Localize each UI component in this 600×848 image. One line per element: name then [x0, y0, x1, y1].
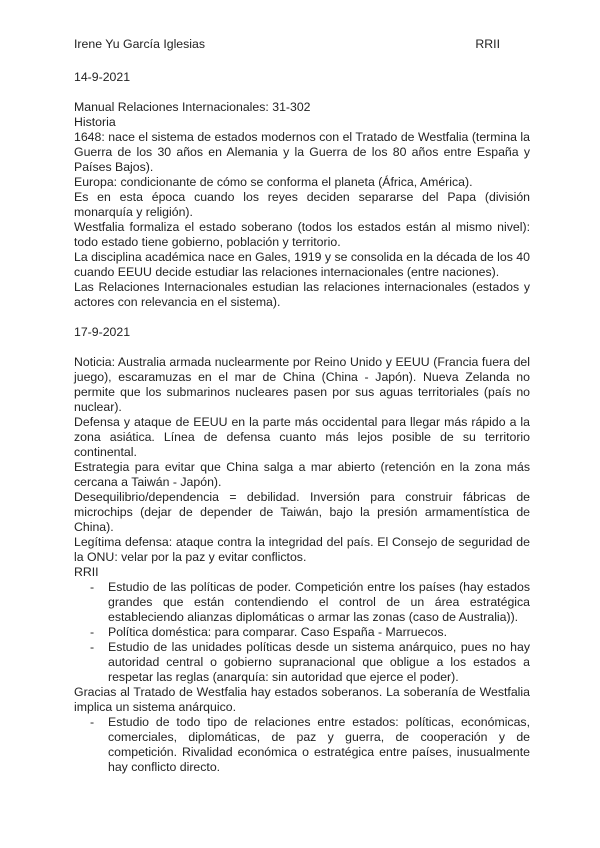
author-name: Irene Yu García Iglesias [74, 37, 206, 51]
list-item [74, 715, 530, 775]
paragraph: Europa: condicionante de cómo se conforma el planeta (África, América). [74, 175, 473, 189]
paragraph: Las Relaciones Internacionales estudian las relaciones internacionales (estados y actores con relevancia en el sistema). [74, 280, 530, 309]
list-item-text: Estudio de las unidades políticas desde un sistema anárquico, pues no hay autoridad central o gobierno supranacional que obligue a los estados a respetar las reglas (anarquía: sin autoridad que ejerce el poder). [108, 640, 530, 684]
bullet-list [74, 715, 530, 775]
paragraph: Historia [74, 115, 116, 129]
paragraph: La disciplina académica nace en Gales, 1919 y se consolida en la década de los 40 cuando EEUU decide estudiar las relaciones internacionales (entre naciones). [74, 250, 530, 279]
paragraph: Legítima defensa: ataque contra la integridad del país. El Consejo de seguridad de la ONU: velar por la paz y evitar conflictos. [74, 535, 530, 564]
bullet-list [74, 580, 530, 685]
page-header [74, 37, 500, 52]
subject-label: RRII [475, 37, 500, 51]
list-item-text: Estudio de las políticas de poder. Competición entre los países (hay estados grandes que están contendiendo el control de un área estratégica estableciendo alianzas diplomáticas o armar las zonas (caso de Australia)). [108, 580, 530, 624]
list-item [74, 625, 530, 640]
dash-bullet: - [90, 715, 95, 729]
paragraph: Gracias al Tratado de Westfalia hay estados soberanos. La soberanía de Westfalia implica un sistema anárquico. [74, 685, 530, 714]
date-heading: 17-9-2021 [74, 325, 131, 339]
date-heading: 14-9-2021 [74, 70, 131, 84]
document-body [74, 70, 530, 775]
list-item [74, 580, 530, 625]
paragraph: 1648: nace el sistema de estados modernos con el Tratado de Westfalia (termina la Guerra de los 30 años en Alemania y la Guerra de los 80 años entre España y Países Bajos). [74, 130, 530, 174]
paragraph: Desequilibrio/dependencia = debilidad. Inversión para construir fábricas de microchips (dejar de depender de Taiwán, bajo la presión armamentística de China). [74, 490, 530, 534]
spacer [74, 310, 530, 325]
paragraph: Es en esta época cuando los reyes deciden separarse del Papa (división monarquía y religión). [74, 190, 530, 219]
dash-bullet: - [90, 625, 95, 639]
paragraph: Noticia: Australia armada nuclearmente por Reino Unido y EEUU (Francia fuera del juego), escaramuzas en el mar de China (China - Japón). Nueva Zelanda no permite que los submarinos nucleares pasen por sus aguas territoriales (país no nuclear). [74, 355, 530, 414]
list-item-text: Política doméstica: para comparar. Caso España - Marruecos. [108, 625, 447, 639]
paragraph: Manual Relaciones Internacionales: 31-302 [74, 100, 311, 114]
list-item [74, 640, 530, 685]
list-item-text: Estudio de todo tipo de relaciones entre estados: políticas, económicas, comerciales, diplomáticas, de paz y guerra, de cooperación y de competición. Rivalidad económica o estratégica entre países, inusualmente hay conflicto directo. [108, 715, 530, 774]
paragraph: Westfalia formaliza el estado soberano (todos los estados están al mismo nivel): todo estado tiene gobierno, población y territorio. [74, 220, 530, 249]
dash-bullet: - [90, 580, 95, 594]
dash-bullet: - [90, 640, 95, 654]
paragraph: Estrategia para evitar que China salga a mar abierto (retención en la zona más cercana a Taiwán - Japón). [74, 460, 530, 489]
section-label: RRII [74, 565, 99, 579]
paragraph: Defensa y ataque de EEUU en la parte más occidental para llegar más rápido a la zona asiática. Línea de defensa cuanto más lejos posible de su territorio continental. [74, 415, 530, 459]
